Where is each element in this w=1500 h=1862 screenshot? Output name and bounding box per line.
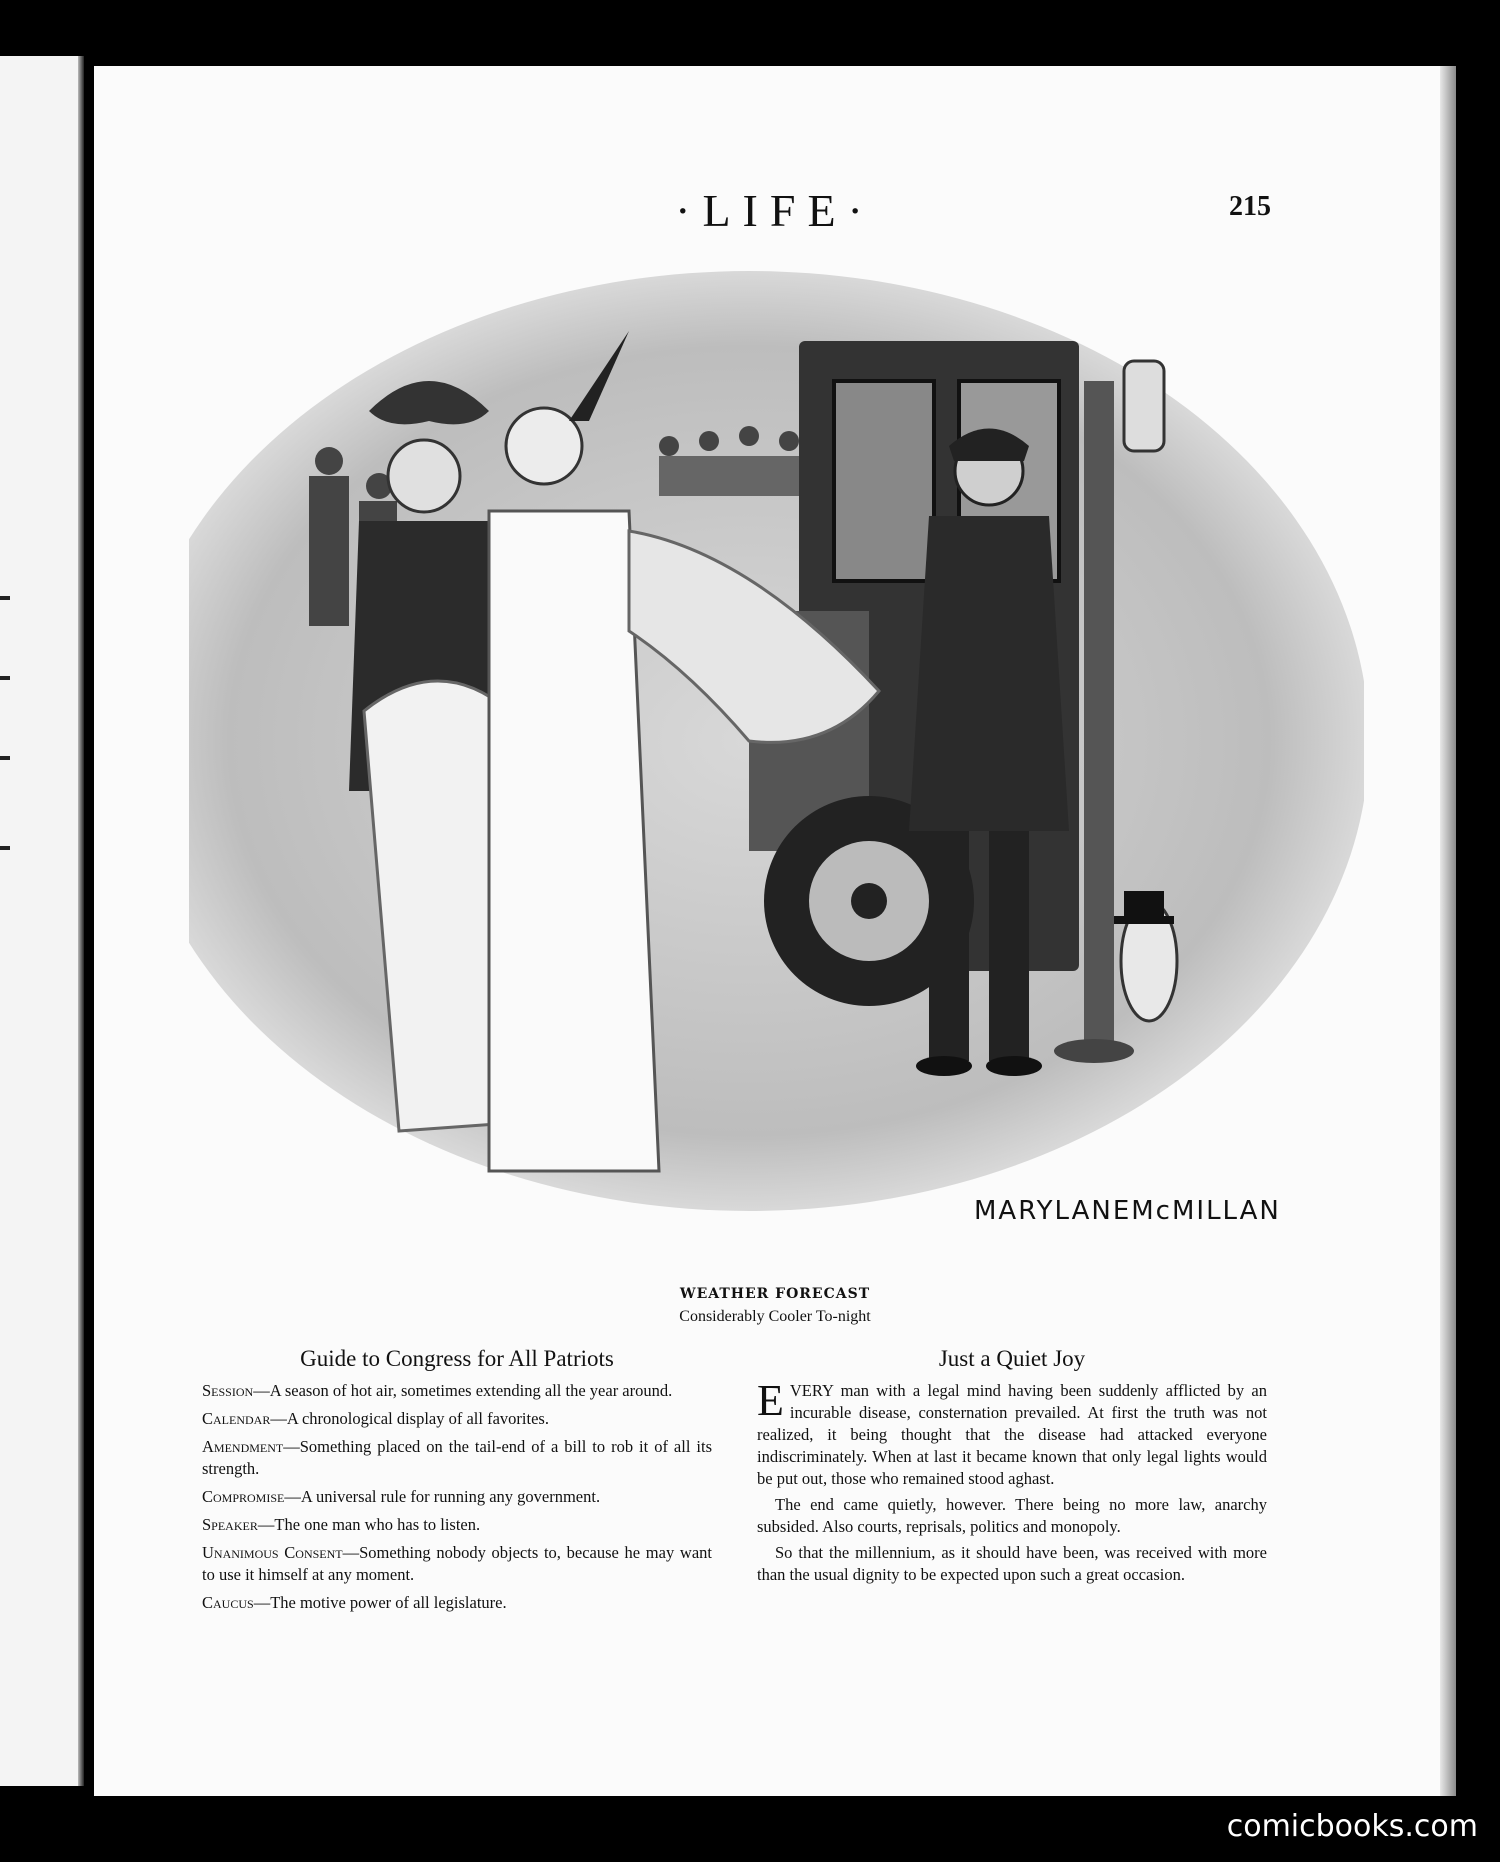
- glossary-definition: —The one man who has to listen.: [257, 1515, 481, 1534]
- glossary-entry: [202, 1592, 712, 1614]
- article-paragraph: [757, 1376, 1267, 1490]
- artist-signature: MARYLANEMcMILLAN: [974, 1196, 1281, 1226]
- page-edge-shadow: [1440, 66, 1456, 1796]
- glossary-definition: —A universal rule for running any government.: [284, 1487, 601, 1506]
- glossary-definition: —Something placed on the tail-end of a bill to rob it of all its strength.: [202, 1437, 712, 1478]
- masthead-title: ·LIFE·: [675, 185, 875, 236]
- glossary-term: Caucus: [202, 1593, 254, 1612]
- margin-mark: [0, 676, 10, 680]
- page-fold: [78, 56, 84, 1786]
- glossary-definition: —A season of hot air, sometimes extending all the year around.: [253, 1381, 673, 1400]
- watermark: comicbooks.com: [1226, 1809, 1478, 1844]
- margin-mark: [0, 846, 10, 850]
- glossary-term: Session: [202, 1381, 254, 1400]
- left-article: [202, 1348, 712, 1620]
- left-page-sliver: [0, 56, 84, 1786]
- margin-mark: [0, 596, 10, 600]
- right-article-heading: Just a Quiet Joy: [938, 1346, 1086, 1371]
- left-article-heading: Guide to Congress for All Patriots: [300, 1346, 614, 1371]
- glossary-entry: [202, 1380, 712, 1402]
- glossary-definition: —The motive power of all legislature.: [253, 1593, 507, 1612]
- magazine-page: [94, 66, 1456, 1796]
- caption-subtitle: Considerably Cooler To-night: [679, 1308, 871, 1325]
- article-paragraph: So that the millennium, as it should have been, was received with more than the usual dignity to be expected upon such a great occasion.: [757, 1543, 1267, 1584]
- paragraph-text: VERY man with a legal mind having been suddenly afflicted by an incurable disease, consternation prevailed. At first the truth was not realized, it being thought that the disease had attacked everyone indiscriminately. When at last it became known that only legal lights would be put out, those who remained stood aghast.: [757, 1381, 1267, 1488]
- glossary-entry: [202, 1486, 712, 1508]
- article-paragraph: The end came quietly, however. There being no more law, anarchy subsided. Also courts, reprisals, politics and monopoly.: [757, 1495, 1267, 1536]
- glossary-entry: [202, 1436, 712, 1480]
- glossary-entry: [202, 1514, 712, 1536]
- glossary-entry: [202, 1542, 712, 1586]
- glossary-term: Unanimous Consent: [202, 1543, 343, 1562]
- glossary-term: Amendment: [202, 1437, 284, 1456]
- glossary-entry: [202, 1408, 712, 1430]
- margin-mark: [0, 756, 10, 760]
- glossary-term: Calendar: [202, 1409, 271, 1428]
- glossary-term: Compromise: [202, 1487, 285, 1506]
- illustration: [189, 271, 1364, 1241]
- drop-cap: E: [757, 1376, 784, 1425]
- page-number: 215: [1229, 191, 1271, 222]
- glossary-term: Speaker: [202, 1515, 258, 1534]
- weather-forecast-drawing: [189, 271, 1364, 1241]
- glossary-definition: —Something nobody objects to, because he may want to use it himself at any moment.: [202, 1543, 712, 1584]
- caption-title: WEATHER FORECAST: [679, 1286, 871, 1302]
- glossary-definition: —A chronological display of all favorites.: [270, 1409, 549, 1428]
- right-article: [757, 1348, 1267, 1590]
